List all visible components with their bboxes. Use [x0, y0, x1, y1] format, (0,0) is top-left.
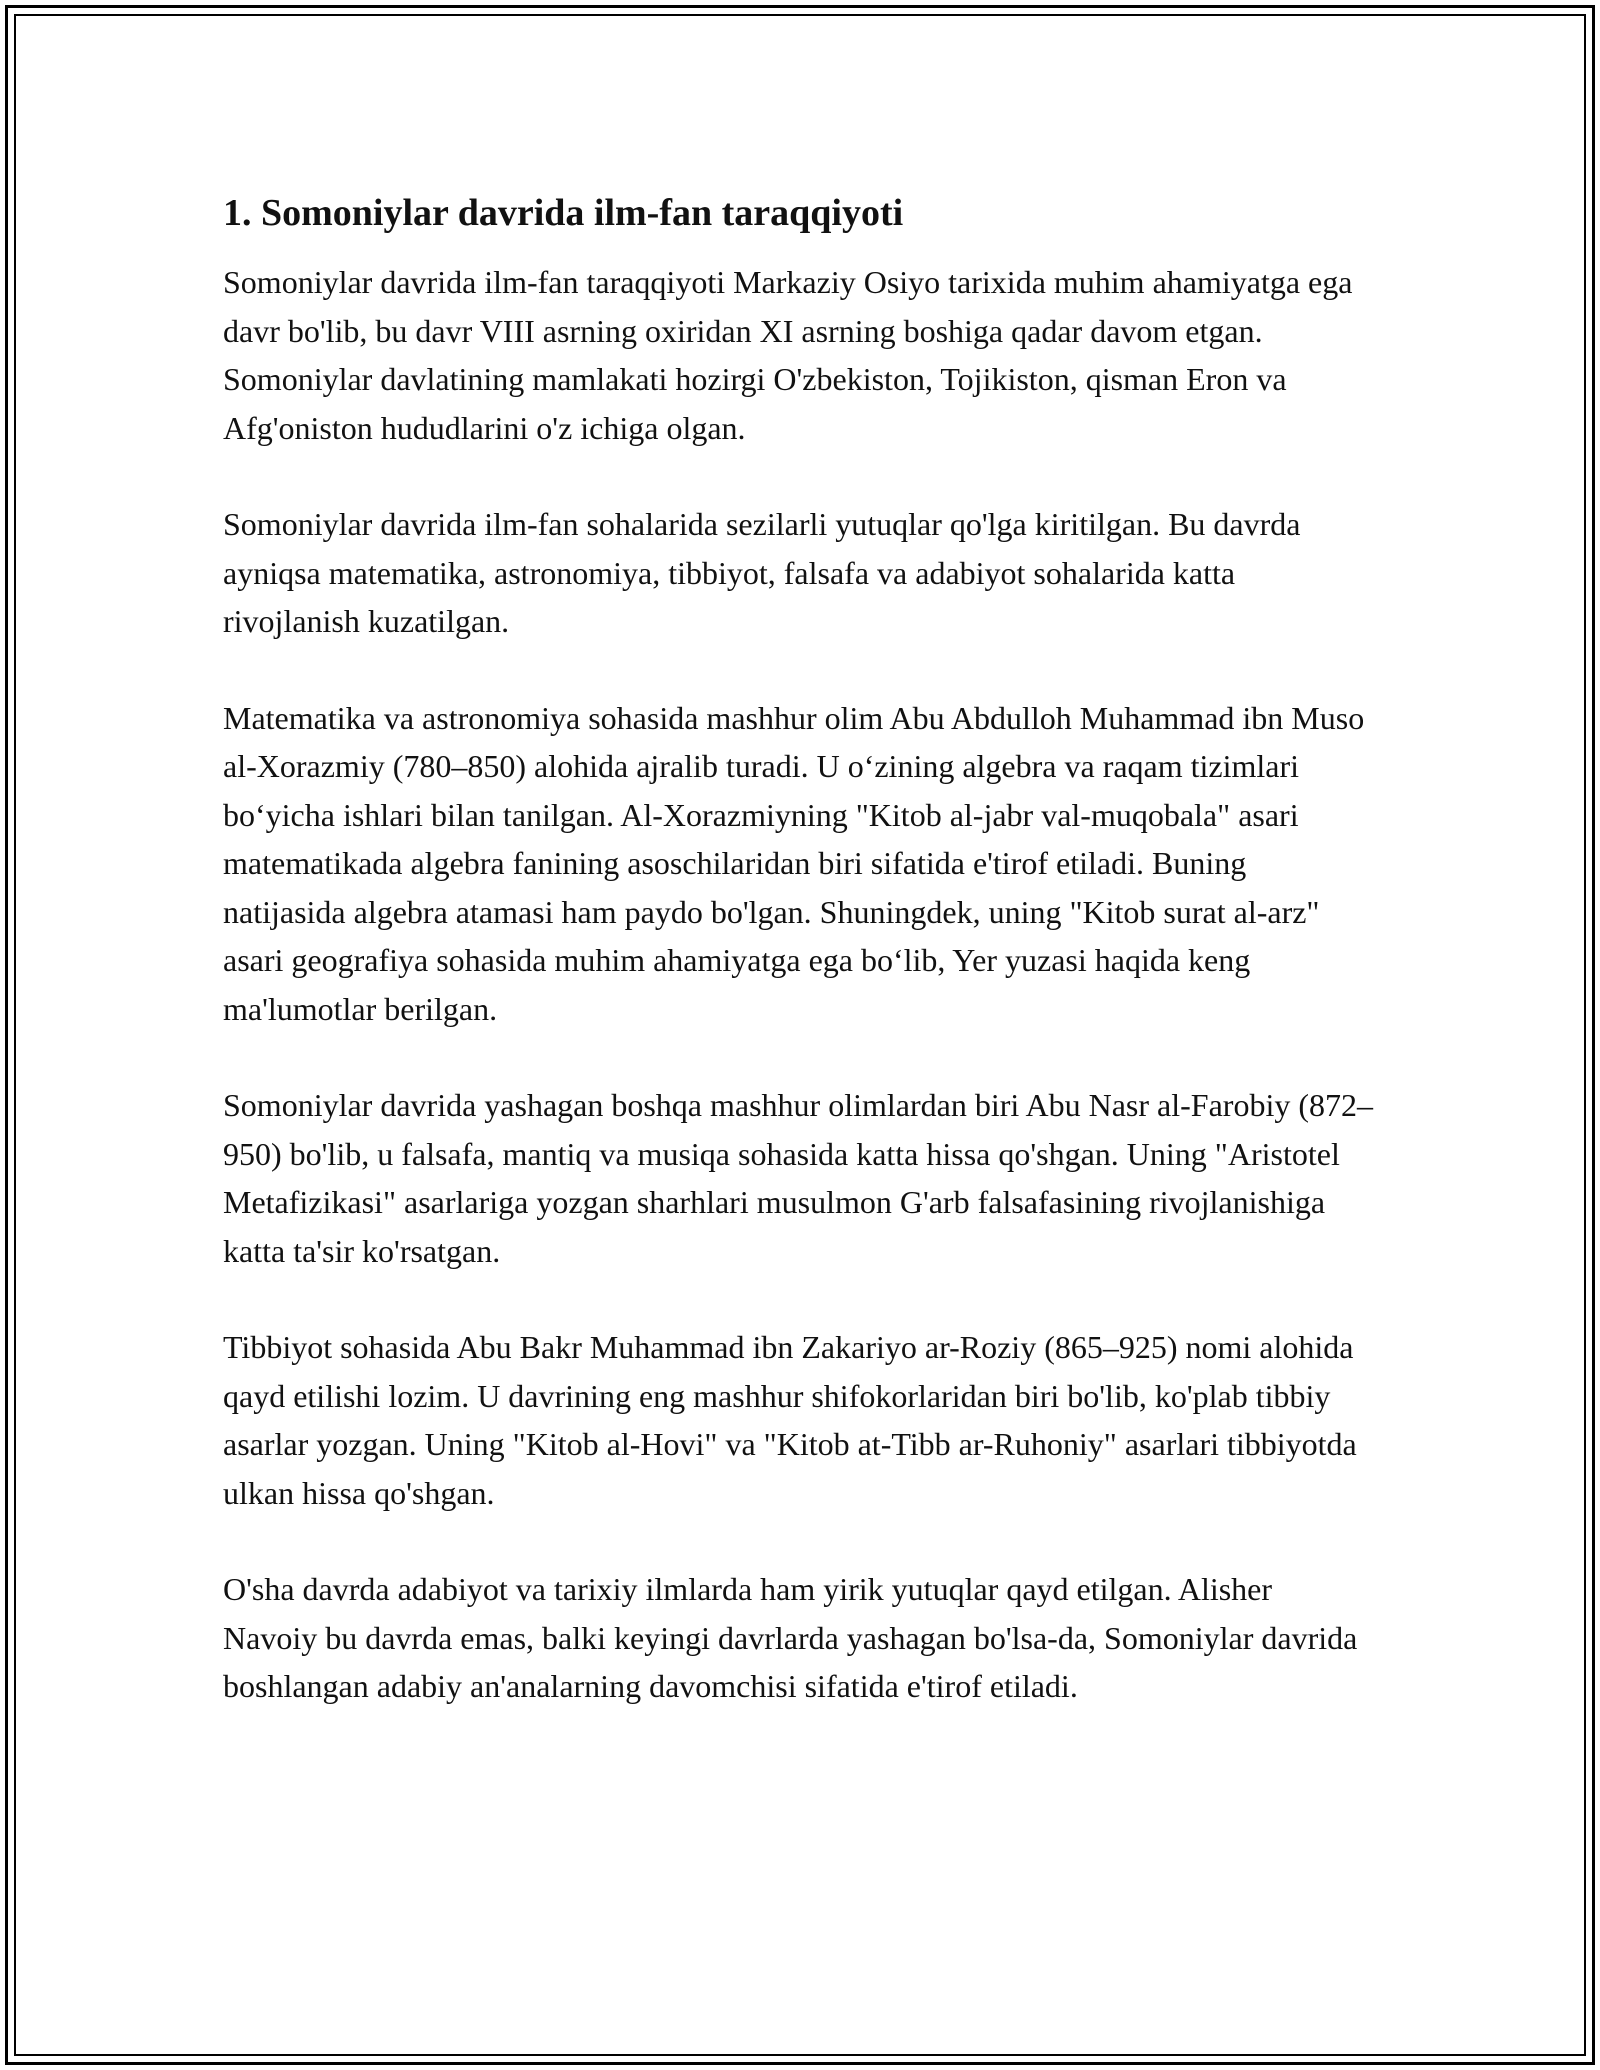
paragraph-farabi: Somoniylar davrida yashagan boshqa mashhur olimlardan biri Abu Nasr al-Farobiy (872–950) bo'lib, u falsafa, mantiq va musiqa sohasida katta hissa qo'shgan. Uning "Aristotel Metafizikasi" asarlariga yozgan sharhlari musulmon G'arb falsafasining rivojlanishiga katta ta'sir ko'rsatgan. [223, 1087, 1373, 1269]
page-title: 1. Somoniylar davrida ilm-fan taraqqiyoti [223, 192, 904, 234]
document-body [223, 188, 1373, 1759]
paragraph-razi: Tibbiyot sohasida Abu Bakr Muhammad ibn Zakariyo ar-Roziy (865–925) nomi alohida qayd etilishi lozim. U davrining eng mashhur shifokorlaridan biri bo'lib, ko'plab tibbiy asarlar yozgan. Uning "Kitob al-Hovi" va "Kitob at-Tibb ar-Ruhoniy" asarlari tibbiyotda ulkan hissa qo'shgan. [223, 1329, 1357, 1511]
paragraph-literature: O'sha davrda adabiyot va tarixiy ilmlarda ham yirik yutuqlar qayd etilgan. Alisher Navoiy bu davrda emas, balki keyingi davrlarda yashagan bo'lsa-da, Somoniylar davrida boshlangan adabiy an'analarning davomchisi sifatida e'tirof etiladi. [223, 1571, 1358, 1704]
paragraph-khwarizmi: Matematika va astronomiya sohasida mashhur olim Abu Abdulloh Muhammad ibn Muso al-Xorazmiy (780–850) alohida ajralib turadi. U o‘zining algebra va raqam tizimlari bo‘yicha ishlari bilan tanilgan. Al-Xorazmiyning "Kitob al-jabr val-muqobala" asari matematikada algebra fanining asoschilaridan biri sifatida e'tirof etiladi. Buning natijasida algebra atamasi ham paydo bo'lgan. Shuningdek, uning "Kitob surat al-arz" asari geografiya sohasida muhim ahamiyatga ega bo‘lib, Yer yuzasi haqida keng ma'lumotlar berilgan. [223, 699, 1365, 1027]
paragraph-intro: Somoniylar davrida ilm-fan taraqqiyoti Markaziy Osiyo tarixida muhim ahamiyatga ega davr bo'lib, bu davr VIII asrning oxiridan XI asrning boshiga qadar davom etgan. Somoniylar davlatining mamlakati hozirgi O'zbekiston, Tojikiston, qisman Eron va Afg'oniston hududlarini o'z ichiga olgan. [223, 264, 1353, 446]
paragraph-achievements: Somoniylar davrida ilm-fan sohalarida sezilarli yutuqlar qo'lga kiritilgan. Bu davrda ayniqsa matematika, astronomiya, tibbiyot, falsafa va adabiyot sohalarida katta rivojlanish kuzatilgan. [223, 506, 1301, 639]
